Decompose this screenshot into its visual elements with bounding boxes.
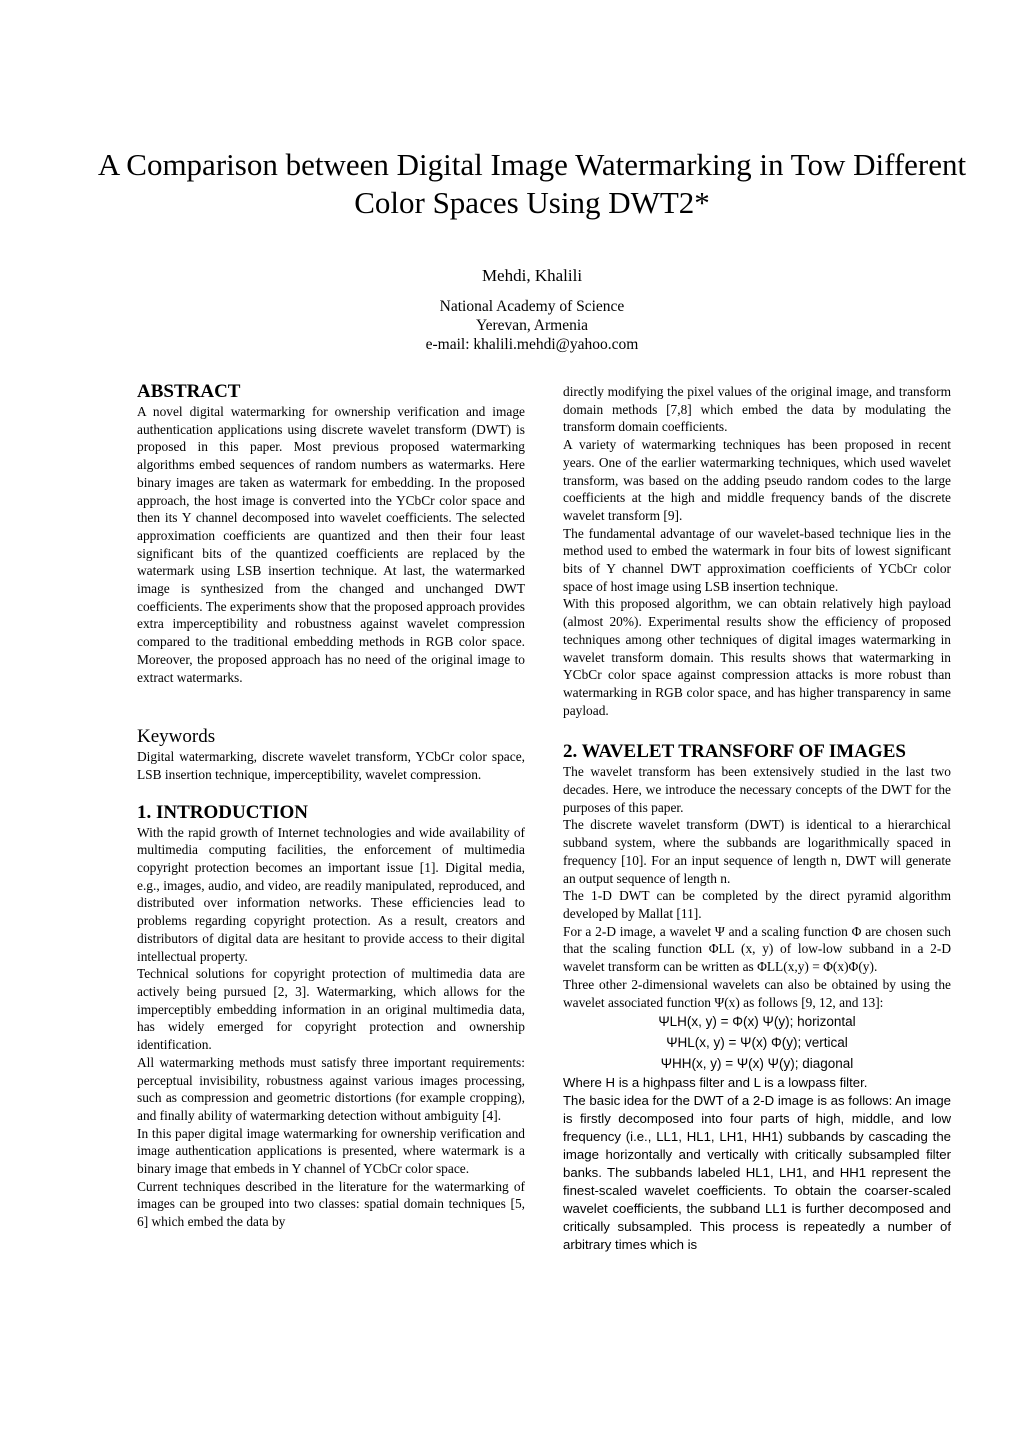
right-paragraph-3: The fundamental advantage of our wavelet-based technique lies in the method used to embed the watermark in four bits of lowest significant bits of Y channel DWT approximation coefficients of YCbCr color space of host image using LSB insertion technique. [563, 525, 951, 594]
intro-paragraph-5: Current techniques described in the literature for the watermarking of images can be grouped into two classes: spatial domain techniques [5, 6] which embed the data by [137, 1178, 525, 1230]
affiliation [0, 297, 1024, 354]
section2-paragraph-4: For a 2-D image, a wavelet Ψ and a scaling function Φ are chosen such that the scaling function ΦLL (x, y) of low-low subband in a 2-D wavelet transform can be written as ΦLL(x,y) = Φ(x)Φ(y). [563, 923, 951, 975]
equation-diagonal: ΨHH(x, y) = Ψ(x) Ψ(y); diagonal [660, 1056, 854, 1072]
equation-vertical: ΨHL(x, y) = Ψ(x) Φ(y); vertical [666, 1035, 848, 1051]
paper-title: A Comparison between Digital Image Watermarking in Tow Different Color Spaces Using DWT2* [97, 147, 967, 220]
right-column [563, 383, 951, 1254]
abstract-text: A novel digital watermarking for ownership verification and image authentication applications using discrete wavelet transform (DWT) is proposed in this paper. Most previous proposed watermarking algorithms embed sequences of random numbers as watermarks. Here binary images are taken as watermark for embedding. In the proposed approach, the host image is converted into the YCbCr color space and then its Y channel decomposed into wavelet coefficients. The selected approximation coefficients are quantized and then their four least significant bits of the quantized coefficients are replaced by the watermark using LSB insertion technique. At last, the watermarked image is synthesized from the changed and unchanged DWT coefficients. The experiments show that the proposed approach provides extra imperceptibility and robustness against wavelet compression compared to the traditional embedding methods in RGB color space. Moreover, the proposed approach has no need of the original image to extract watermarks. [137, 404, 525, 685]
introduction-heading: 1. INTRODUCTION [137, 801, 309, 823]
left-column [137, 381, 525, 1231]
right-paragraph-1: directly modifying the pixel values of the original image, and transform domain methods [7,8] which embed the data by modulating the transform domain coefficients. [563, 384, 951, 435]
affiliation-email: e-mail: khalili.mehdi@yahoo.com [425, 336, 639, 353]
intro-paragraph-2: Technical solutions for copyright protection of multimedia data are actively being pursued [2, 3]. Watermarking, which allows for the imperceptibly embedding information in an original multimedia data, has widely emerged for copyright protection and ownership identification. [137, 966, 525, 1053]
right-paragraph-2: A variety of watermarking techniques has been proposed in recent years. One of the earlier watermarking techniques, which used wavelet transform, was based on the adding pseudo random codes to the large coefficients at the high and middle frequency bands of the discrete wavelet transform [9]. [563, 437, 951, 523]
abstract-heading: ABSTRACT [137, 381, 241, 402]
keywords-text: Digital watermarking, discrete wavelet transform, YCbCr color space, LSB insertion technique, imperceptibility, wavelet compression. [137, 749, 525, 782]
section2-heading: 2. WAVELET TRANSFORF OF IMAGES [563, 741, 906, 763]
section2-paragraph-3: The 1-D DWT can be completed by the direct pyramid algorithm developed by Mallat [11]. [563, 888, 951, 921]
section2-paragraph-2: The discrete wavelet transform (DWT) is identical to a hierarchical subband system, where the subbands are logarithmically spaced in frequency [10]. For an input sequence of length n, DWT will generate an output sequence of length n. [563, 817, 951, 886]
keywords-heading: Keywords [137, 726, 216, 748]
right-paragraph-4: With this proposed algorithm, we can obtain relatively high payload (almost 20%). Experimental results show the efficiency of proposed techniques among other techniques of digital images watermarking in wavelet transform domain. This results shows that watermarking in YCbCr color space against compression attacks is more robust than watermarking in RGB color space, and has higher transparency in same payload. [563, 596, 951, 718]
intro-paragraph-1: With the rapid growth of Internet technologies and wide availability of multimedia computing facilities, the enforcement of multimedia copyright protection becomes an important issue [1]. Digital media, e.g., images, audio, and video, are readily manipulated, reproduced, and distributed over information networks. These efficiencies lead to problems regarding copyright protection. As a result, creators and distributors of digital data are hesitant to provide access to their digital intellectual property. [137, 824, 525, 964]
filter-note: Where H is a highpass filter and L is a lowpass filter. [563, 1075, 868, 1091]
intro-paragraph-3: All watermarking methods must satisfy three important requirements: perceptual invisibility, robustness against various images processing, such as compression and geometric distortions (for example cropping), and finally ability of watermarking detection without ambiguity [4]. [137, 1054, 525, 1123]
section2-paragraph-7: The basic idea for the DWT of a 2-D image is as follows: An image is firstly decomposed into four parts of high, middle, and low frequency (i.e., LL1, HL1, LH1, HH1) subbands by cascading the image horizontally and vertically with critically subsampled filter banks. The subbands labeled HL1, LH1, and HH1 represent the finest-scaled wavelet coefficients. To obtain the coarser-scaled wavelet coefficients, the subband LL1 is further decomposed and critically subsampled. This process is repeatedly a number of arbitrary times which is [563, 1093, 951, 1253]
section2-paragraph-5: Three other 2-dimensional wavelets can also be obtained by using the wavelet associated function Ψ(x) as follows [9, 12, and 13]: [563, 976, 951, 1010]
equation-horizontal: ΨLH(x, y) = Φ(x) Ψ(y); horizontal [658, 1014, 856, 1030]
author-name: Mehdi, Khalili [481, 266, 583, 285]
affiliation-location: Yerevan, Armenia [475, 317, 589, 334]
affiliation-institution: National Academy of Science [439, 298, 625, 315]
intro-paragraph-4: In this paper digital image watermarking for ownership verification and image authentication applications is presented, where watermark is a binary image that embeds in Y channel of YCbCr color space. [137, 1125, 525, 1177]
section2-paragraph-1: The wavelet transform has been extensively studied in the last two decades. Here, we introduce the necessary concepts of the DWT for the purposes of this paper. [563, 764, 951, 815]
